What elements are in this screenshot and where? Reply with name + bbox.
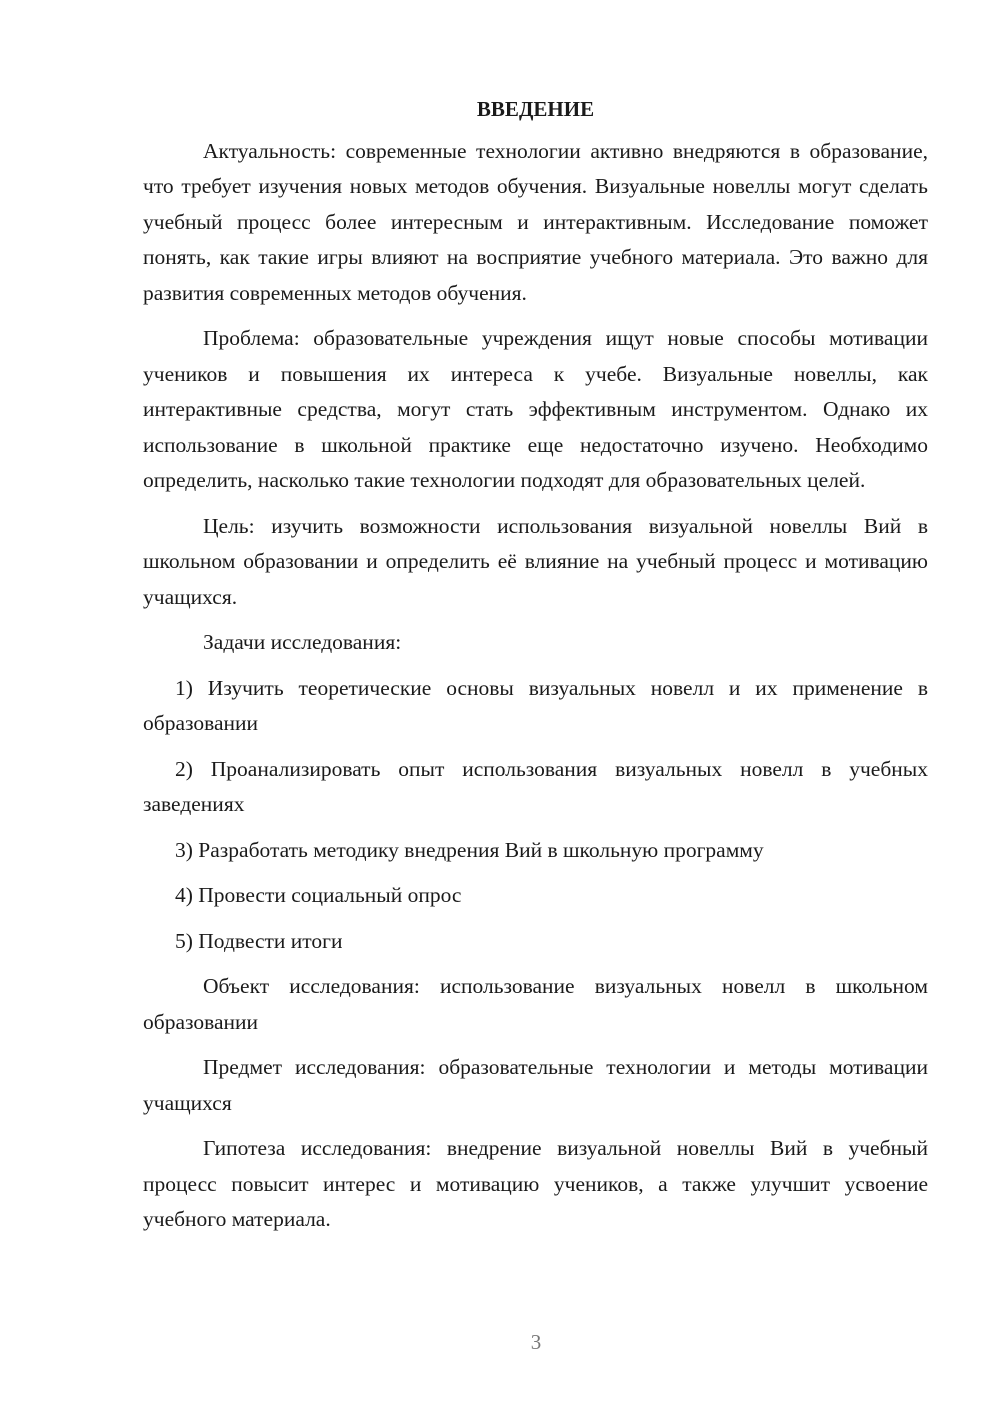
relevance-paragraph: Актуальность: современные технологии активно внедряются в образование, что требует изучения новых методов обучения. Визуальные новеллы могут сделать учебный процесс более интересным и интерактивным. Исследование поможет понять, как такие игры влияют на восприятие учебного материала. Это важно для развития современных методов обучения. — [143, 138, 928, 305]
task-item-1: 1) Изучить теоретические основы визуальных новелл и их применение в образовании — [143, 675, 928, 735]
hypothesis-paragraph: Гипотеза исследования: внедрение визуальной новеллы Вий в учебный процесс повысит интерес и мотивацию учеников, а также улучшит усвоение учебного материала. — [143, 1136, 928, 1231]
goal-paragraph: Цель: изучить возможности использования визуальной новеллы Вий в школьном образовании и определить её влияние на учебный процесс и мотивацию учащихся. — [143, 513, 928, 609]
task-item-2: 2) Проанализировать опыт использования визуальных новелл в учебных заведениях — [143, 756, 928, 816]
task-item-3: 3) Разработать методику внедрения Вий в школьную программу — [175, 837, 764, 862]
section-heading: ВВЕДЕНИЕ — [476, 97, 595, 121]
object-paragraph: Объект исследования: использование визуальных новелл в школьном образовании — [143, 974, 928, 1034]
subject-paragraph: Предмет исследования: образовательные технологии и методы мотивации учащихся — [143, 1055, 928, 1115]
tasks-intro: Задачи исследования: — [203, 630, 402, 654]
task-item-4: 4) Провести социальный опрос — [175, 883, 462, 907]
problem-paragraph: Проблема: образовательные учреждения ищут новые способы мотивации учеников и повышения их интереса к учебе. Визуальные новеллы, как интерактивные средства, могут стать эффективным инструментом. Однако их использование в школьной практике еще недостаточно изучено. Необходимо определить, насколько такие технологии подходят для образовательных целей. — [143, 326, 928, 492]
page-number: 3 — [530, 1330, 542, 1354]
document-page — [143, 92, 928, 1248]
task-item-5: 5) Подвести итоги — [175, 928, 343, 953]
